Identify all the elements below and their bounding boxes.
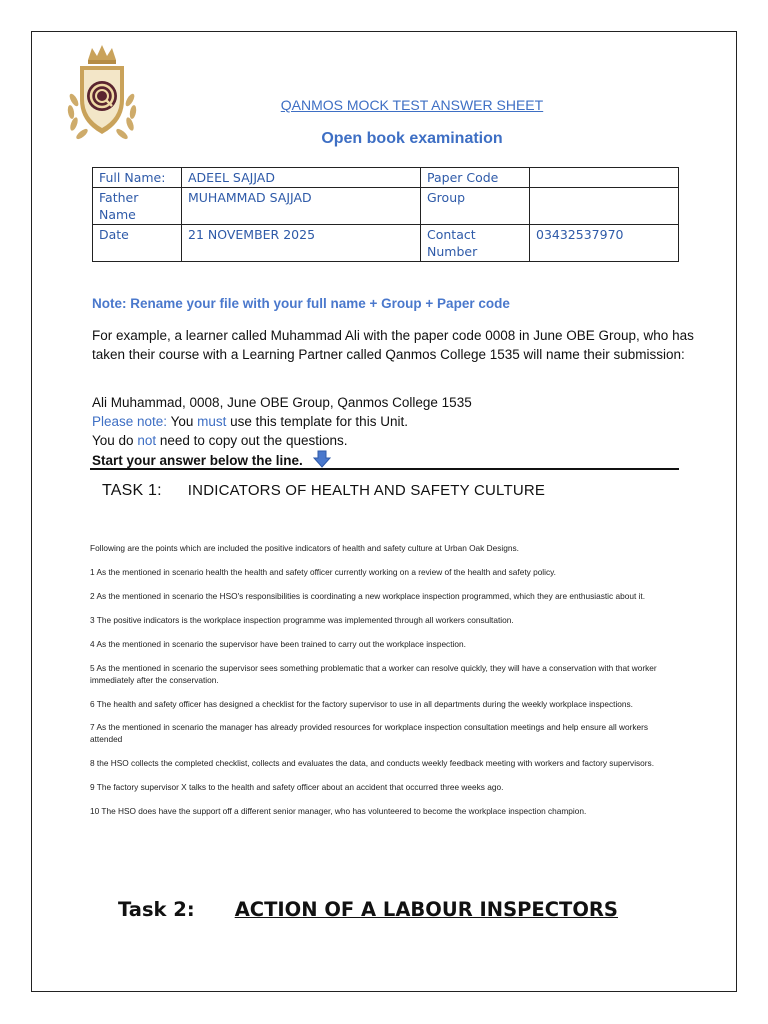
answer-paragraph: 10 The HSO does have the support off a different senior manager, who has volunteered to become the workplace inspection champion.: [90, 806, 587, 817]
please-note-label: Please note:: [92, 414, 168, 429]
learner-info-table: [92, 167, 679, 262]
answer-paragraph: 9 The factory supervisor X talks to the health and safety officer about an accident that occurred three weeks ago.: [90, 782, 504, 793]
table-row: [93, 168, 679, 188]
table-cell: 21 NOVEMBER 2025: [182, 225, 421, 262]
table-row: [93, 188, 679, 225]
rename-note: Note: Rename your file with your full name + Group + Paper code: [92, 296, 510, 311]
table-cell: [530, 168, 679, 188]
copy-note-text-end: need to copy out the questions.: [156, 433, 348, 448]
task1-answer: [90, 543, 682, 830]
answer-paragraph: 7 As the mentioned in scenario the manager has already provided resources for workplace inspection consultation meetings and help ensure all workers attended: [90, 722, 649, 745]
please-note-text: You: [167, 414, 198, 429]
table-cell: Full Name:: [93, 168, 182, 188]
table-cell: 03432537970: [530, 225, 679, 262]
table-cell: [530, 188, 679, 225]
table-cell: ADEEL SAJJAD: [182, 168, 421, 188]
copy-note-text: You do: [92, 433, 138, 448]
task1-label: TASK 1:: [102, 482, 162, 499]
answer-paragraph: 4 As the mentioned in scenario the supervisor have been trained to carry out the workplace inspection.: [90, 638, 466, 649]
table-cell: Date: [93, 225, 182, 262]
answer-paragraph: 1 As the mentioned in scenario health the health and safety officer currently working on a review of the health and safety policy.: [90, 566, 556, 577]
table-cell: Father Name: [93, 188, 182, 225]
table-cell: Contact Number: [421, 225, 530, 262]
start-answer-text: Start your answer below the line.: [92, 453, 303, 469]
table-cell: MUHAMMAD SAJJAD: [182, 188, 421, 225]
task1-heading: [102, 482, 545, 500]
answer-divider: [90, 468, 679, 470]
answer-paragraph: 2 As the mentioned in scenario the HSO's responsibilities is coordinating a new workplace inspection programmed, which they are enthusiastic about it.: [90, 590, 646, 601]
table-row: [93, 225, 679, 262]
must-emphasis: must: [197, 414, 227, 429]
copy-note-line: [92, 431, 347, 450]
example-file-name: Ali Muhammad, 0008, June OBE Group, Qanmos College 1535: [92, 395, 472, 410]
document-subtitle: Open book examination: [321, 130, 503, 147]
task2-heading: [118, 898, 618, 921]
answer-paragraph: 5 As the mentioned in scenario the supervisor sees something problematic that a worker can resolve quickly, they will have a conservation with that worker immediately after the conservation.: [90, 662, 657, 685]
document-page: [31, 31, 737, 992]
crest-logo-icon: [62, 42, 142, 142]
answer-paragraph: Following are the points which are included the positive indicators of health and safety culture at Urban Oak Designs.: [90, 543, 519, 553]
please-note-line: [92, 412, 408, 431]
example-paragraph: For example, a learner called Muhammad Ali with the paper code 0008 in June OBE Group, who has taken their course with a Learning Partner called Qanmos College 1535 will name their submission:: [92, 328, 694, 362]
table-cell: Group: [421, 188, 530, 225]
not-emphasis: not: [137, 433, 157, 448]
table-cell: Paper Code: [421, 168, 530, 188]
task1-title: INDICATORS OF HEALTH AND SAFETY CULTURE: [187, 482, 546, 499]
please-note-text-end: use this template for this Unit.: [226, 414, 408, 429]
answer-paragraph: 3 The positive indicators is the workplace inspection programme was implemented through all workers consultation.: [90, 614, 514, 625]
answer-paragraph: 8 the HSO collects the completed checklist, collects and evaluates the data, and conducts weekly feedback meeting with workers and factory supervisors.: [90, 758, 655, 769]
document-title: QANMOS MOCK TEST ANSWER SHEET: [280, 97, 544, 113]
task2-label: Task 2:: [118, 898, 195, 921]
answer-paragraph: 6 The health and safety officer has designed a checklist for the factory supervisor to use in all departments during the weekly workplace inspections.: [90, 698, 633, 709]
task2-title: ACTION OF A LABOUR INSPECTORS: [234, 898, 618, 921]
